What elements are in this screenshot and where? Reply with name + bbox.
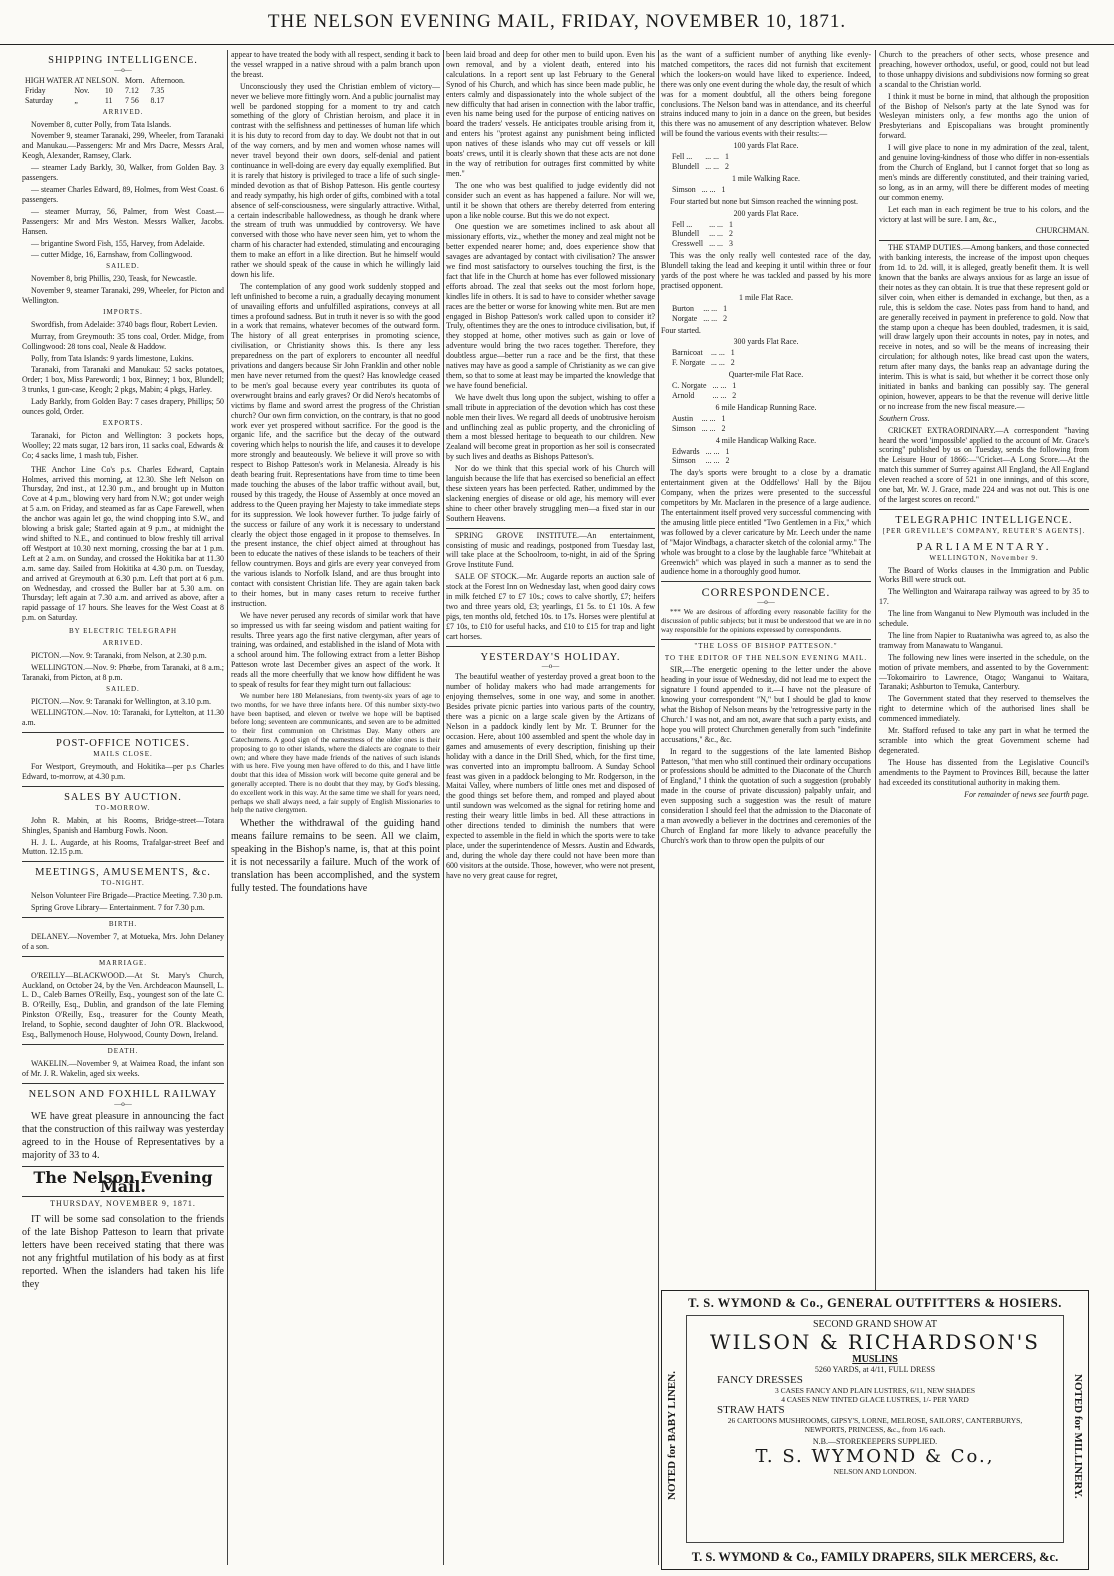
paragraph: John R. Mabin, at his Rooms, Bridge-street—Totara Shingles, Spanish and Hamburg Fowls. Noon.	[22, 815, 224, 835]
source-credit: Southern Cross.	[879, 413, 930, 423]
race-cell: 2	[730, 358, 735, 368]
paragraph: CRICKET EXTRAORDINARY.—A correspondent "having heard the word 'impossible' applied to the account of Mr. Grace's scoring" published by us on Tuesday, sends the following from the Leisure Hour of 1866:—"Cricket—A Long Score.—At the match this summer of Surrey against All England, the All England eleven reached a score of 521 in one innings, and of this score, one bat, Mr. W. J. Grace, made 224 and was not out. This is one of the largest scores on record."	[879, 425, 1089, 504]
race-cell: Blundell	[672, 229, 700, 239]
paragraph: Unconsciously they used the Christian emblem of victory—never we believe more fittingly worn. And a public journalist may well be pardoned stopping for a moment to try and catch something of the glory of Christian heroism, and place it in contrast with the selfishness and pettinesses of human life which it is his duty to record from day to day. We doubt not that in out of the way corners, and by men and women whose names will never travel beyond their own doors, self-denial and patient continuance in well-doing are every day equally exemplified. But it is rarely that history is privileged to trace a life of such single-minded devotion as that of Bishop Patteson. His gentle courtesy and ready sympathy, his high order of gifts, combined with a total absence of self-consciousness, were singularly attractive. Withal, a certain indescribable hallowedness, as though he drank where the stream of truth was unmuddied by controversy. We have conversed with those who have never seen him, yet to whom the charm of his character had extended, stimulating and encouraging them to make an effort in a like direction. But he himself would rather we should speak of the cause in which he willingly laid down his life.	[231, 81, 440, 279]
paragraph: DELANEY.—November 7, at Motueka, Mrs. John Delaney of a son.	[22, 931, 224, 951]
paragraph: The line from Wanganui to New Plymouth was included in the schedule.	[879, 609, 1089, 629]
race-cell: Norgate	[672, 313, 698, 323]
paragraph: WELLINGTON.—Nov. 9: Phœbe, from Taranaki, at 8 a.m.; Taranaki, from Picton, at 8 p.m.	[22, 662, 224, 682]
paragraph: One question we are sometimes inclined to ask about all missionary efforts, viz., whether the money and zeal might not be better expended nearer home; and, does experience show that savages are advantaged by contact with civilisation? The answer we find most satisfactory to ourselves touching the first, is the fact that life in the Church at home has ever followed missionary efforts abroad. The zeal that seeks out the most forlorn hope, kindles life in others. It is sad to have to consider whether savage races are the better or worse for knowing white men. But are men engaged in Bishop Patteson's work called upon to consider it? Truly, oftentimes they are the ones to introduce civilisation, but, if they stopped at home, other motives such as gain or love of adventure would bring the two races together. Therefore, they doubtless argue—better run a race and be the first, that these natives may have as good a sample of Christianity as we can give them, so that to some at least may be imparted the knowledge that we have found beneficial.	[446, 222, 655, 390]
subhead: TO-MORROW.	[95, 803, 151, 812]
race-cell: Fell ...	[672, 219, 693, 229]
paragraph: We have dwelt thus long upon the subject, wishing to offer a small tribute in appreciation of the devotion which has cost these noble men their lives. We regard all deeds of unobtrusive heroism and unflinching zeal as public property, and the chronicling of them a most blessed heritage to bequeath to our children. New Zealand will become great in proportion as her soil is consecrated by such lives and deaths as Bishops Patteson's.	[446, 392, 655, 462]
dateline: WELLINGTON, November 9.	[929, 553, 1039, 562]
race-cell: ... ...	[710, 358, 725, 368]
ornament: —o—	[114, 1099, 132, 1108]
subhead: ARRIVED.	[102, 639, 144, 648]
hw-cell: 11	[104, 95, 113, 105]
letter-title: "THE LOSS OF BISHOP PATTESON."	[694, 641, 838, 650]
ad-header: T. S. WYMOND & Co., GENERAL OUTFITTERS & HOSIERS.	[688, 1296, 1062, 1310]
paragraph: Nelson Volunteer Fire Brigade—Practice Meeting. 7.30 p.m.	[31, 891, 223, 901]
hw-cell: „	[74, 95, 78, 105]
paragraph: In regard to the suggestions of the late lamented Bishop Patteson, "that men who still continued their ordinary occupations or professions should be admitted to the Diaconate of the Church of England," I think the quotation of such a suggestion (probably made in the course of private discussion) palpably unfair, and even supposing such a suggestion was the result of mature consideration I should feel that the admission to the Diaconate of a man avowedly a believer in the doctrines and ceremonies of the Church of England far more likely to advance peacefully the Church's work than to throw open the pulpits of our	[661, 746, 871, 845]
divider	[661, 639, 871, 640]
divider	[22, 786, 224, 787]
race-table	[669, 381, 739, 401]
hw-head: HIGH WATER AT NELSON.	[25, 75, 119, 85]
paragraph: Whether the withdrawal of the guiding hand means failure remains to be seen. All we claim, speaking in the Bishop's name, is, that at this point it is not necessarily a failure. Much of the work of translation has been accomplished, and the system fully tested. The foundations have	[231, 818, 440, 895]
paragraph: The House has dissented from the Legislative Council's amendments to the Payment to Provinces Bill, because the latter had exceeded its constitutional authority in making them.	[879, 757, 1089, 787]
subhead: BIRTH.	[108, 919, 138, 928]
paragraph: The beautiful weather of yesterday proved a great boon to the number of holiday makers who had made arrangements for enjoying themselves, some in one way, and some in another. Besides private picnic parties into various parts of the country, there was a picnic on a large scale given by the Artizans of Nelson in a paddock kindly lent by Mr. T. Brunner for the occasion. Here, about 100 assembled and spent the whole day in games and amusements of every description, finishing up their holiday with a dance in the Drill Shed, which, for the first time, was converted into an impromptu ballroom. A Sunday School feast was given in a paddock belonging to Mr. Rodgerson, in the Maitai Valley, where numbers of little ones met and disposed of the good things set before them, and romped and played about until sundown was welcomed as the signal for retiring home and resting their weary little limbs in bed. All these attractions in other directions tended to diminish the numbers that were expected to assemble in the field in which the sports were to take place, under the superintendence of Messrs. Austin and Edwards, and, during the whole day there could not have been more than 600 visitors at the outside. Those, however, who were not present, have no very great cause for regret,	[446, 672, 655, 880]
paragraph: Taranaki, for Picton and Wellington: 3 pockets hops, Woolley; 22 mats sugar, 12 bars iron, 11 sacks coal, Edwards & Co; 4 sacks lime, 1 mash tub, Fisher.	[22, 430, 224, 460]
paragraph: The one who was best qualified to judge evidently did not consider such an event as has happened a failure. Nor will we, until it be shown that others are thereby deterred from entering upon a like noble course. But this we do not expect.	[446, 180, 655, 220]
ad-line: FANCY DRESSES	[717, 1374, 803, 1386]
subhead: IMPORTS.	[103, 307, 143, 316]
paragraph: November 9, steamer Taranaki, 299, Wheeler, for Picton and Wellington.	[22, 286, 224, 306]
race-table	[669, 185, 728, 195]
paragraph: Lady Barkly, from Golden Bay: 7 cases drapery, Phillips; 50 ounces gold, Order.	[22, 397, 224, 417]
race-title: 300 yards Flat Race.	[733, 337, 799, 347]
race-table	[669, 447, 732, 467]
race-cell: Barnicoat	[672, 348, 703, 358]
paragraph: We have never perused any records of similar work that have so impressed us with far seeing wisdom and patient waiting for results. Three years ago the first native clergyman, after years of training, was ordained, and established in the island of Mota with a school around him. The following extract from a letter Bishop Patteson wrote last December gives an aspect of the work. It reads all the more cheerfully that we know how diffident he was to speak of results for fear they might turn out fallacious:	[231, 610, 440, 690]
race-cell: 1	[732, 381, 737, 391]
race-cell: ... ...	[701, 184, 716, 194]
ad-line: WILSON & RICHARDSON'S	[710, 1330, 1040, 1354]
hw-cell: Nov.	[74, 85, 90, 95]
paragraph: The contemplation of any good work suddenly stopped and left unfinished to become a ruin, a gradually decaying monument of unavailing efforts and unfulfilled aspirations, conveys at all times a profound sadness. But in truth it never is so with the good in a work that remains, whatever becomes of the outward form. The history of all great enterprises in promoting science, civilisation, or Christianity shows this. Is there any less preparedness on the part of explorers to encounter all needful privations and dangers because Sir John Franklin and other noble men have never returned from the quest? Has knowledge ceased to be men's goal because every year contributes its quota of overwrought brains and early graves? Or did Nero's hecatombs of victims by flame and sword arrest the progress of the Christian church? Our own firm conviction, on the contrary, is that no good work ever yet prospered without sacrifice. For the good is the organic life, and the sacrifice but the decay of the outward covering which helps to nourish the life, and causes it to develope more strongly and beauteously. We believe it will prove so with respect to Bishop Patteson's work in Melanesia. Already is his death bearing fruit. Representations have from time to time been made touching the abuses of the labor traffic without avail, but, roused by this tragedy, the House of Assembly at once moved an address to the Queen praying her Majesty to take immediate steps for its suppression. We look however further. To judge fairly of the success or failure of any work it is necessary to understand clearly the object those engaged in it propose to themselves. In the present instance, the chief object aimed at throughout has been to educate the natives of these islands to be teachers of their fellow countrymen. Boys and girls are every year conveyed from the various islands to Norfolk Island, and are thus brought into contact with consistent Christian life. They are again taken back to their homes, but in many cases return to receive further instruction.	[231, 281, 440, 608]
column-2	[231, 50, 440, 1565]
divider	[22, 956, 224, 957]
column-rule	[227, 50, 228, 1565]
paragraph: H. J. L. Augarde, at his Rooms, Trafalgar-street Beef and Mutton. 12.15 p.m.	[22, 837, 224, 857]
race-cell: Blundell	[672, 161, 700, 171]
section-title: YESTERDAY'S HOLIDAY.	[480, 651, 621, 663]
divider	[446, 646, 655, 647]
paragraph: — brigantine Sword Fish, 155, Harvey, from Adelaide.	[31, 238, 205, 248]
paragraph: SIR,—The energetic opening to the letter under the above heading in your issue of Wednesday, did not lead me to expect the signature I found appended to it.—I have not the pleasure of knowing your correspondent "N," but I should be glad to know what the Bishop of Nelson means by the 'retrogressive party in the Church.' I was not, and am not, aware that such a party exists, and hope you will protect Churchmen generally from such "indefinite accusations," &c., &c.	[661, 665, 871, 744]
quote: We number here 180 Melanesians, from twenty-six years of age to two months, for we have three infants here. Of this number sixty-two have been baptised, and eleven or twelve we hope will be baptised before long; seventeen are communicants, and seven are to be admitted to their first communion on Christmas Day. Many others are Catechumens. A good sign of the earnestness of the older ones is their proposing to go to other islands, where the dialects are cognate to their own; and where they have made friends of the natives of such islands with us here. Five young men have offered to do this, and I have little doubt that this idea of Mission work will become quite general and be generally accepted. There is no doubt that they may, by God's blessing, do excellent work in this way. At the same time we shall for years need, perhaps we shall always need, a fair supply of English Missionaries to help the native clergymen.	[231, 692, 440, 815]
subhead: MARRIAGE.	[98, 958, 148, 967]
paragraph: PICTON.—Nov. 9: Taranaki for Wellington, at 3.10 p.m.	[31, 696, 211, 706]
column-3	[446, 50, 655, 1565]
section-title: POST-OFFICE NOTICES.	[56, 738, 190, 750]
paragraph: as the want of a sufficient number of anything like evenly-matched competitors, the races did not furnish that excitement which the lookers-on would have liked to experience. Indeed, there was only one event during the whole day, the result of which was for a moment doubtful, all the others being foregone conclusions. The Nelson band was in attendance, and its cheerful strains induced many to join in a dance on the green, but besides this there was no amusement of any description whatever. Below will be found the various events with their results:—	[661, 50, 871, 139]
shipping-title: SHIPPING INTELLIGENCE.	[48, 55, 198, 66]
race-cell: ... ...	[709, 219, 723, 229]
paragraph: — steamer Murray, 56, Palmer, from West Coast.—Passengers: Mr and Mrs Weston. Messrs Walker, Jacobs. Hansen.	[22, 206, 224, 236]
race-cell: 1	[730, 348, 735, 358]
hw-cell: Friday	[25, 85, 46, 95]
race-cell: ... ...	[705, 456, 720, 466]
issue-date: THURSDAY, NOVEMBER 9, 1871.	[50, 1199, 196, 1209]
ornament: —o—	[757, 598, 775, 607]
paragraph: The Board of Works clauses in the Immigration and Public Works Bill were struck out.	[879, 565, 1089, 585]
race-title: 200 yards Flat Race.	[733, 208, 799, 218]
subhead: BY ELECTRIC TELEGRAPH	[68, 627, 178, 636]
paragraph: Four started but none but Simson reached the winning post.	[670, 196, 859, 206]
section-title: NELSON AND FOXHILL RAILWAY	[28, 1088, 218, 1100]
paragraph: appear to have treated the body with all respect, sending it back to the vessel wrapped in a native shroud with a palm branch upon the breast.	[231, 50, 440, 79]
race-cell: 3	[728, 239, 733, 249]
section-title: CORRESPONDENCE.	[701, 585, 831, 600]
signature: CHURCHMAN.	[1035, 226, 1089, 236]
race-cell: C. Norgate	[672, 381, 707, 391]
ad-line: MUSLINS	[852, 1354, 898, 1365]
race-cell: ... ...	[709, 229, 723, 239]
paragraph: PICTON.—Nov. 9: Taranaki, from Nelson, at 2.30 p.m.	[31, 650, 207, 660]
paragraph: WELLINGTON.—Nov. 10: Taranaki, for Lyttelton, at 11.30 a.m.	[22, 708, 224, 728]
ad-line: SECOND GRAND SHOW AT	[813, 1319, 937, 1330]
paragraph: Mr. Stafford refused to take any part in what he termed the scramble into which the great Government scheme had degenerated.	[879, 726, 1089, 755]
ad-line: N.B.—STOREKEEPERS SUPPLIED.	[812, 1437, 938, 1446]
paragraph: November 9, steamer Taranaki, 299, Wheeler, from Taranaki and Manukau.—Passengers: Mr and Mrs Dacre, Messrs Aral, Keogh, Alexander, Ramsey, Clark.	[22, 131, 224, 161]
ad-side-right: NOTED for MILLINERY.	[1072, 1373, 1084, 1499]
paragraph: For Westport, Greymouth, and Hokitika—per p.s Charles Edward, to-morrow, at 4.30 p.m.	[22, 762, 224, 781]
paragraph: Church to the preachers of other sects, whose presence and preaching, however orthodox, useful, or good, could not but lead to those unhappy divisions and subdivisions now forming so great a scandal to the Christian world.	[879, 50, 1089, 89]
divider	[879, 509, 1089, 510]
hw-cell: 8.17	[150, 95, 165, 105]
hw-cell: Saturday	[25, 95, 54, 105]
race-cell: 1	[725, 152, 729, 162]
race-title: 100 yards Flat Race.	[733, 141, 799, 151]
paragraph: — cutter Midge, 16, Earnshaw, from Collingwood.	[31, 250, 193, 260]
ad-side-left: NOTED for BABY LINEN.	[666, 1371, 678, 1501]
paragraph: SALE OF STOCK.—Mr. Augarde reports an auction sale of stock at the Forest Inn on Wednesday last, when good dairy cows in milk fetched £7 to £7 10s.; cows to calve shortly, £7; heifers two and three years old, £3; yearlings, £1 5s. to £1 10s. A few pigs, ten months old, fetched 10s. to 17s. Horses were plentiful at £7 10s, to £10 for useful hacks, and £10 to £15 for trap and light cart horses.	[446, 572, 655, 641]
race-cell: ... ...	[710, 348, 725, 358]
paragraph: been laid broad and deep for other men to build upon. Even his own removal, and by a violent death, entered into his calculations. In a report sent up last February to the General Synod of his Church, and which has since been made public, he enters calmly and dispassionately into the whole subject of the new difficulty that had arisen in connection with the labor traffic, even his name being used for the purpose of enticing natives on board the traders' vessels. He anticipates trouble arising from it, and enters his "protest against any punishment being inflicted upon natives of these islands who may cut off vessels or kill boats' crews, until it is clearly shown that these acts are not done in the way of retribution for outrages first committed by white men."	[446, 50, 655, 178]
hw-cell: 7.12	[124, 85, 139, 95]
hw-cell: 10	[104, 85, 113, 95]
paragraph: The Wellington and Wairarapa railway was agreed to by 35 to 17.	[879, 587, 1089, 607]
race-title: Quarter-mile Flat Race.	[728, 370, 804, 380]
paragraph: Nor do we think that this special work of his Church will languish because the life that has exercised so beneficial an effect these sixteen years has been perfected. Rather, undimmed by the slackening energies of disease or old age, his memory will ever shine to cheer other bravely struggling men—a fixed star in our Southern Heavens.	[446, 464, 655, 523]
race-title: 1 mile Walking Race.	[731, 173, 801, 183]
race-cell: 2	[723, 313, 728, 323]
paragraph: I think it must be borne in mind, that although the proposition of the Bishop of Nelson's party at the late Synod was for Wesleyan ministers only, a few months ago the union of Presbyterians and Episcopalians was brought prominently forward.	[879, 91, 1089, 141]
divider	[22, 1166, 224, 1167]
column-rule	[658, 50, 659, 1565]
race-cell: 2	[725, 456, 730, 466]
ad-line: T. S. WYMOND & Co.,	[755, 1446, 995, 1467]
race-cell: 2	[728, 229, 733, 239]
paragraph: November 8, brig Phillis, 230, Teask, for Newcastle.	[31, 274, 197, 284]
race-cell: 1	[728, 219, 733, 229]
paragraph: The day's sports were brought to a close by a dramatic entertainment given at the Oddfellows' Hall by the Bijou Company, when the prizes were presented to the successful competitors by Mr. Maclaren in the presence of a large audience. The entertainment itself proved very successful commencing with the amusing little piece entitled "Two Gentlemen in a Fix," which was followed by a clever caricature by Mr. Leech under the name of "Major Windbags, a character sketch of the colonial army." The whole was brought to a close by the laughable farce "Whitebait at Greenwich" which was played in such a manner as to send the audience home in a thoroughly good humor.	[661, 468, 871, 577]
continuation-note: For remainder of news see fourth page.	[964, 789, 1089, 799]
paragraph: Spring Grove Library— Entertainment. 7 for 7.30 p.m.	[31, 903, 205, 913]
paragraph: The line from Napier to Ruataniwha was agreed to, as also the tramway from Manawatu to Wanganui.	[879, 630, 1089, 650]
race-title: 6 mile Handicap Running Race.	[715, 402, 817, 412]
divider	[22, 1044, 224, 1045]
section-title: MEETINGS, AMUSEMENTS, &c.	[35, 867, 211, 879]
race-cell: 2	[721, 423, 726, 433]
ad-line: 5260 YARDS, at 4/11, FULL DRESS	[814, 1365, 936, 1374]
paper-nameplate: The Nelson Evening Mail.	[33, 1167, 213, 1197]
paragraph: The Government stated that they reserved to themselves the right to determine which of the authorised lines shall be commenced immediately.	[879, 694, 1089, 724]
race-cell: Austin	[672, 413, 694, 423]
subhead: SAILED.	[106, 262, 140, 271]
subhead: MAILS CLOSE.	[93, 750, 153, 759]
race-cell: 1	[721, 413, 726, 423]
paragraph: November 8, cutter Polly, from Tata Islands.	[31, 119, 172, 129]
ad-line: NELSON AND LONDON.	[833, 1467, 917, 1476]
subhead: TO-NIGHT.	[101, 879, 145, 888]
race-cell: ... ...	[705, 161, 719, 171]
letter-to: TO THE EDITOR OF THE NELSON EVENING MAIL.	[664, 653, 868, 662]
divider	[22, 1083, 224, 1084]
race-table	[669, 348, 738, 368]
section-title: SALES BY AUCTION.	[64, 791, 182, 803]
race-cell: Simson	[672, 184, 696, 194]
race-cell: Arnold	[672, 391, 695, 400]
subhead: [PER GREVILLE'S COMPANY, REUTER'S AGENTS].	[882, 526, 1086, 535]
race-cell: Fell ...	[672, 152, 693, 162]
hw-head: Afternoon.	[150, 75, 185, 85]
ad-line: STRAW HATS	[717, 1404, 785, 1416]
race-cell: ... ...	[703, 313, 718, 323]
subhead: SAILED.	[106, 684, 140, 693]
paragraph: O'REILLY—BLACKWOOD.—At St. Mary's Church, Auckland, on October 24, by the Ven. Archdeacon Maunsell, L. L. D., Caleb Barnes O'Reilly, Esq., youngest son of the late C. B. O'Reilly, Esq., Dublin, and grandson of the late Fleming Pinkston O'Reilly, Esq., treasurer for the County Meath, Ireland, to Sophie, second daughter of John O'R. Blackwood, Esq., Ballymenoch House, Holywood, County Down, Ireland.	[22, 970, 224, 1040]
wymond-advertisement	[661, 1290, 1089, 1570]
race-cell: ... ...	[703, 303, 718, 313]
divider	[661, 581, 871, 582]
race-cell: 1	[725, 446, 730, 456]
race-table	[669, 304, 730, 324]
race-cell: Cresswell	[672, 239, 704, 249]
ad-line: 3 CASES FANCY AND PLAIN LUSTRES, 6/11, NEW SHADES	[774, 1386, 976, 1395]
race-cell: 2	[732, 391, 737, 400]
divider	[22, 917, 224, 918]
race-cell: ... ...	[712, 381, 727, 391]
paragraph: Polly, from Tata Islands: 9 yards limestone, Lukins.	[31, 353, 194, 363]
paragraph: THE Anchor Line Co's p.s. Charles Edward, Captain Holmes, arrived this morning, at 12.30. She left Nelson on Thursday, 2nd inst., at 12.30 p.m., and brought up in Mutton Cove at 4 p.m., blowing very hard from N.W.; got under weigh at 5 a.m. on Friday, and steamed as far as Cape Farewell, when the anchor was again let go, the wind chopping into S.W., and blowing a brisk gale; Started again at 9 p.m., at midnight the wind shifted to N.E., and continued to blow freshly till arrival off Westport at 10.30 next morning, crossing the bar at 1 p.m. Left at 2 a.m. on Sunday, and crossed the Hokitika bar at 11.30 a.m. same day. Sailed from Hokitika at 4.30 p.m. on Tuesday, and arrived at Greymouth at 6.30 p.m. Left that port at 6 p.m. on Wednesday, and crossed the Buller bar at 5.30 a.m. on Thursday; left again at 7.30 a.m. and arrived as above, after a rapid passage of 17 hours. She leaves for the West Coast at 8 p.m. on Saturday.	[22, 464, 224, 623]
editor-note: *** We are desirous of affording every reasonable facility for the discussion of public subjects; but it must be understood that we are in no way responsible for the opinions expressed by correspondents.	[661, 608, 871, 634]
race-cell: Burton	[672, 303, 694, 313]
paragraph: This was the only really well contested race of the day, Blundell taking the lead and keeping it until within three or four yards of the post where he was tackled and passed by his more practised opponent.	[661, 251, 871, 290]
paragraph: WAKELIN.—November 9, at Waimea Road, the infant son of Mr. J. R. Wakelin, aged six weeks.	[22, 1058, 224, 1078]
paragraph: The following new lines were inserted in the schedule, on the motion of private members, and assented to by the Government:—Tokomairiro to Lawrence, Otago; Wanganui to Waitara, Taranaki; Ashburton to Temuka, Canterbury.	[879, 652, 1089, 692]
divider	[879, 240, 1089, 241]
race-cell: ... ...	[701, 413, 716, 423]
race-cell: ... ...	[705, 446, 720, 456]
paragraph: SPRING GROVE INSTITUTE.—An entertainment, consisting of music and readings, postponed from Tuesday last, will take place at the Schoolroom, to-night, in aid of the Spring Grove Institute Fund.	[446, 530, 655, 570]
race-table	[669, 220, 736, 250]
ad-line: 4 CASES NEW TINTED GLACE LUSTRES, 1/- PER YARD	[781, 1395, 969, 1404]
divider	[446, 528, 655, 529]
race-title: 4 mile Handicap Walking Race.	[715, 435, 817, 445]
race-cell: ... ...	[709, 239, 723, 249]
ornament: —o—	[114, 65, 132, 74]
race-cell: 1	[721, 184, 726, 194]
race-cell: ... ...	[712, 391, 727, 400]
paragraph: Let each man in each regiment be true to his colors, and the victory at last will be sure. I am, &c.,	[879, 204, 1089, 224]
masthead: THE NELSON EVENING MAIL, FRIDAY, NOVEMBER 10, 1871.	[0, 0, 1114, 45]
ornament: —o—	[541, 662, 560, 671]
section-title: TELEGRAPHIC INTELLIGENCE.	[895, 514, 1073, 526]
paragraph: — steamer Charles Edward, 89, Holmes, from West Coast. 6 passengers.	[22, 184, 224, 204]
paragraph: IT will be some sad consolation to the friends of the late Bishop Patteson to learn that private letters have been received stating that there was not any frightful mutilation of his body as at first reported. When the islanders had taken his life they	[22, 1214, 224, 1291]
paragraph: Taranaki, from Taranaki and Manukau: 52 sacks potatoes, Order; 1 box, Miss Parewordi; 1 box, Binney; 1 box, Blundell; 3 trunks, 1 gun-case, Keogh; 2 pkgs, Mabin; 4 pkgs, Harley.	[22, 365, 224, 395]
race-table	[669, 414, 728, 434]
race-cell: F. Norgate	[672, 358, 705, 368]
paragraph: THE STAMP DUTIES.—Among bankers, and those connected with banking interests, the increase of the impost upon cheques from 1d. to 2d. will, it is alleged, greatly benefit them. It is well known that the banks are always anxious for as large an issue of their notes as they can obtain. It is true that these represent gold or silver coin, when either is demanded in exchange, but then, as a rule, this is seldom the case. Notes pass from hand to hand, and are generally received in payment in preference to gold. Now that the stamp upon a cheque has been doubled, tradesmen, it is said, will draw largely upon their accounts in notes, pay in notes, and receive in notes, and so will be the means of increasing their circulation; for although notes, like bread cast upon the waters, return after many days, the banks reap an advantage during the interim. This is what is said, but whether it be correct those only initiated in banks and banking can possibly say. The general opinion, however, appears to be that the revenue will derive little or no increase from the new fiscal measure.—	[879, 243, 1089, 411]
paragraph: WE have great pleasure in announcing the fact that the construction of this railway was yesterday agreed to in the House of Representatives by a majority of 33 to 4.	[22, 1110, 224, 1161]
subhead: EXPORTS.	[102, 419, 144, 427]
divider	[22, 1196, 224, 1197]
subhead: DEATH.	[107, 1046, 139, 1055]
race-title: 1 mile Flat Race.	[739, 292, 793, 302]
ad-line: 26 CARTOONS MUSHROOMS, GIPSY'S, LORNE, MELROSE, SAILORS', CANTERBURYS, NEWPORTS, PRINCESS, &c., from 1/6 each.	[727, 1416, 1023, 1434]
race-cell: 1	[723, 303, 728, 313]
section-title: PARLIAMENTARY.	[916, 540, 1052, 553]
race-cell: Simson	[672, 456, 696, 466]
column-rule	[443, 50, 444, 1565]
race-cell: ... ...	[705, 152, 719, 162]
paragraph: Swordfish, from Adelaide: 3740 bags flour, Robert Levien.	[31, 319, 218, 329]
race-table	[669, 152, 732, 172]
column-1	[22, 50, 224, 1565]
subhead: ARRIVED.	[102, 107, 144, 116]
paragraph: Murray, from Greymouth: 35 tons coal, Order. Midge, from Collingwood: 28 tons coal, Neale & Haddow.	[22, 331, 224, 351]
hw-head: Morn.	[124, 75, 145, 85]
ad-footer: T. S. WYMOND & Co., FAMILY DRAPERS, SILK MERCERS, &c.	[691, 1550, 1059, 1564]
race-cell: Simson	[672, 423, 696, 433]
race-cell: Edwards	[672, 446, 700, 456]
race-cell: 2	[725, 161, 729, 171]
divider	[22, 732, 224, 733]
paragraph: — steamer Lady Barkly, 30, Walker, from Golden Bay. 3 passengers.	[22, 163, 224, 183]
divider	[22, 861, 224, 862]
hw-cell: 7.35	[150, 85, 165, 95]
ad-body	[686, 1315, 1064, 1543]
paragraph: Four started.	[661, 325, 701, 335]
high-water-table	[22, 76, 188, 106]
hw-cell: 7 56	[124, 95, 139, 105]
paragraph: I will give place to none in my admiration of the zeal, talent, and genuine loving-kindness of those who differ in non-essentials from the Church of England, but I cannot forget that so long as men's minds are differently constituted, and their training varied, so long, as in an army, will there be different modes of meeting our common enemy.	[879, 143, 1089, 202]
race-cell: ... ...	[701, 423, 716, 433]
